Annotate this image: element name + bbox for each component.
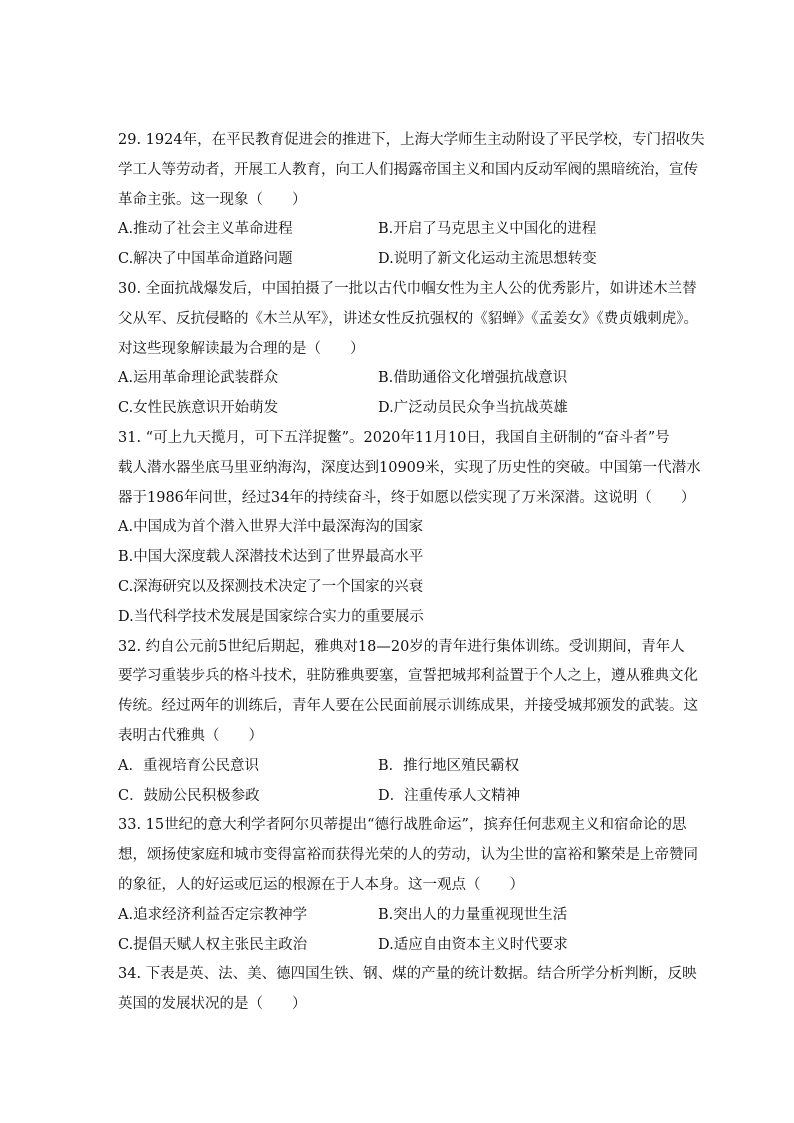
question-31-option-c: C.深海研究以及探测技术决定了一个国家的兴衰 bbox=[118, 578, 424, 595]
question-33-line-3: 的象征，人的好运或厄运的根源在于人本身。这一观点（ ） bbox=[118, 876, 524, 893]
question-30-line-2: 父从军、反抗侵略的《木兰从军》，讲述女性反抗强权的《貂蝉》《孟姜女》《费贞娥刺虎》。 bbox=[118, 310, 698, 327]
question-33-option-b: B.突出人的力量重视现世生活 bbox=[378, 906, 568, 923]
question-29-line-1: 29. 1924年，在平民教育促进会的推进下，上海大学师生主动附设了平民学校，专门招收失 bbox=[118, 132, 705, 148]
question-29-line-2: 学工人等劳动者，开展工人教育，向工人们揭露帝国主义和国内反动军阀的黑暗统治，宣传 bbox=[118, 161, 698, 178]
question-30-options-row-1 bbox=[118, 364, 678, 394]
question-34 bbox=[118, 960, 697, 1020]
question-31-line-3: 器于1986年问世，经过34年的持续奋斗，终于如愿以偿实现了万米深潜。这说明（ ） bbox=[118, 489, 696, 506]
question-33-option-a: A.追求经济利益否定宗教神学 bbox=[118, 906, 308, 923]
question-31-options-row-4 bbox=[118, 603, 678, 633]
question-30-option-b: B.借助通俗文化增强抗战意识 bbox=[378, 370, 568, 387]
question-31-option-b: B.中国大深度载人深潜技术达到了世界最高水平 bbox=[118, 549, 424, 566]
question-30-options-row-2 bbox=[118, 394, 678, 424]
question-32-options-row-1 bbox=[118, 752, 678, 782]
question-32-option-a: A．重视培育公民意识 bbox=[118, 757, 259, 774]
question-31-options-row-1 bbox=[118, 513, 678, 543]
question-30-option-a: A.运用革命理论武装群众 bbox=[118, 370, 279, 387]
question-32-line-4: 表明古代雅典（ ） bbox=[118, 727, 263, 744]
question-31-line-2: 载人潜水器坐底马里亚纳海沟，深度达到10909米，实现了历史性的突破。中国第一代潜水 bbox=[118, 459, 701, 476]
question-32-line-1: 32. 约自公元前5世纪后期起，雅典对18—20岁的青年进行集体训练。受训期间，青年人 bbox=[118, 638, 685, 655]
question-33-options-row-1 bbox=[118, 901, 678, 931]
question-34-line-2: 英国的发展状况的是（ ） bbox=[118, 996, 307, 1013]
question-29-options-row-1 bbox=[118, 215, 678, 245]
question-29-option-c: C.解决了中国革命道路问题 bbox=[118, 251, 293, 268]
question-31-option-d: D.当代科学技术发展是国家综合实力的重要展示 bbox=[118, 608, 424, 625]
question-29-options-row-2 bbox=[118, 245, 678, 275]
question-33-line-1: 33. 15世纪的意大利学者阿尔贝蒂提出“德行战胜命运”，摈弃任何悲观主义和宿命论的思 bbox=[118, 817, 687, 834]
question-31-options-row-3 bbox=[118, 573, 678, 603]
question-32-option-c: C．鼓励公民积极参政 bbox=[118, 787, 260, 804]
question-33 bbox=[118, 811, 698, 960]
question-33-option-c: C.提倡天赋人权主张民主政治 bbox=[118, 936, 308, 953]
question-31-line-1: 31. “可上九天揽月，可下五洋捉鳖”。2020年11月10日，我国自主研制的“奋斗者”号 bbox=[118, 429, 670, 446]
question-32-option-d: D．注重传承人文精神 bbox=[378, 787, 521, 804]
question-31 bbox=[118, 424, 701, 633]
question-32-line-3: 传统。经过两年的训练后，青年人要在公民面前展示训练成果，并接受城邦颁发的武装。这 bbox=[118, 698, 698, 715]
question-29-option-b: B.开启了马克思主义中国化的进程 bbox=[378, 221, 597, 238]
question-31-option-a: A.中国成为首个潜入世界大洋中最深海沟的国家 bbox=[118, 519, 424, 536]
document-page bbox=[118, 126, 705, 1020]
question-32-options-row-2 bbox=[118, 782, 678, 812]
question-32 bbox=[118, 633, 698, 812]
question-30 bbox=[118, 275, 698, 424]
question-30-line-3: 对这些现象解读最为合理的是（ ） bbox=[118, 340, 365, 357]
question-29 bbox=[118, 126, 705, 275]
question-33-option-d: D.适应自由资本主义时代要求 bbox=[378, 936, 568, 953]
question-34-line-1: 34. 下表是英、法、美、德四国生铁、钢、煤的产量的统计数据。结合所学分析判断，反映 bbox=[118, 966, 697, 983]
question-33-line-2: 想，颂扬使家庭和城市变得富裕而获得光荣的人的劳动，认为尘世的富裕和繁荣是上帝赞同 bbox=[118, 847, 698, 864]
question-29-option-d: D.说明了新文化运动主流思想转变 bbox=[378, 251, 597, 268]
question-30-option-d: D.广泛动员民众争当抗战英雄 bbox=[378, 400, 568, 417]
question-29-line-3: 革命主张。这一现象（ ） bbox=[118, 191, 307, 208]
question-30-option-c: C.女性民族意识开始萌发 bbox=[118, 400, 279, 417]
question-29-option-a: A.推动了社会主义革命进程 bbox=[118, 221, 293, 238]
question-32-option-b: B．推行地区殖民霸权 bbox=[378, 757, 520, 774]
question-32-line-2: 要学习重装步兵的格斗技术，驻防雅典要塞，宣誓把城邦利益置于个人之上，遵从雅典文化 bbox=[118, 668, 698, 685]
question-31-options-row-2 bbox=[118, 543, 678, 573]
question-33-options-row-2 bbox=[118, 931, 678, 961]
question-30-line-1: 30. 全面抗战爆发后，中国拍摄了一批以古代巾帼女性为主人公的优秀影片，如讲述木兰替 bbox=[118, 280, 697, 297]
